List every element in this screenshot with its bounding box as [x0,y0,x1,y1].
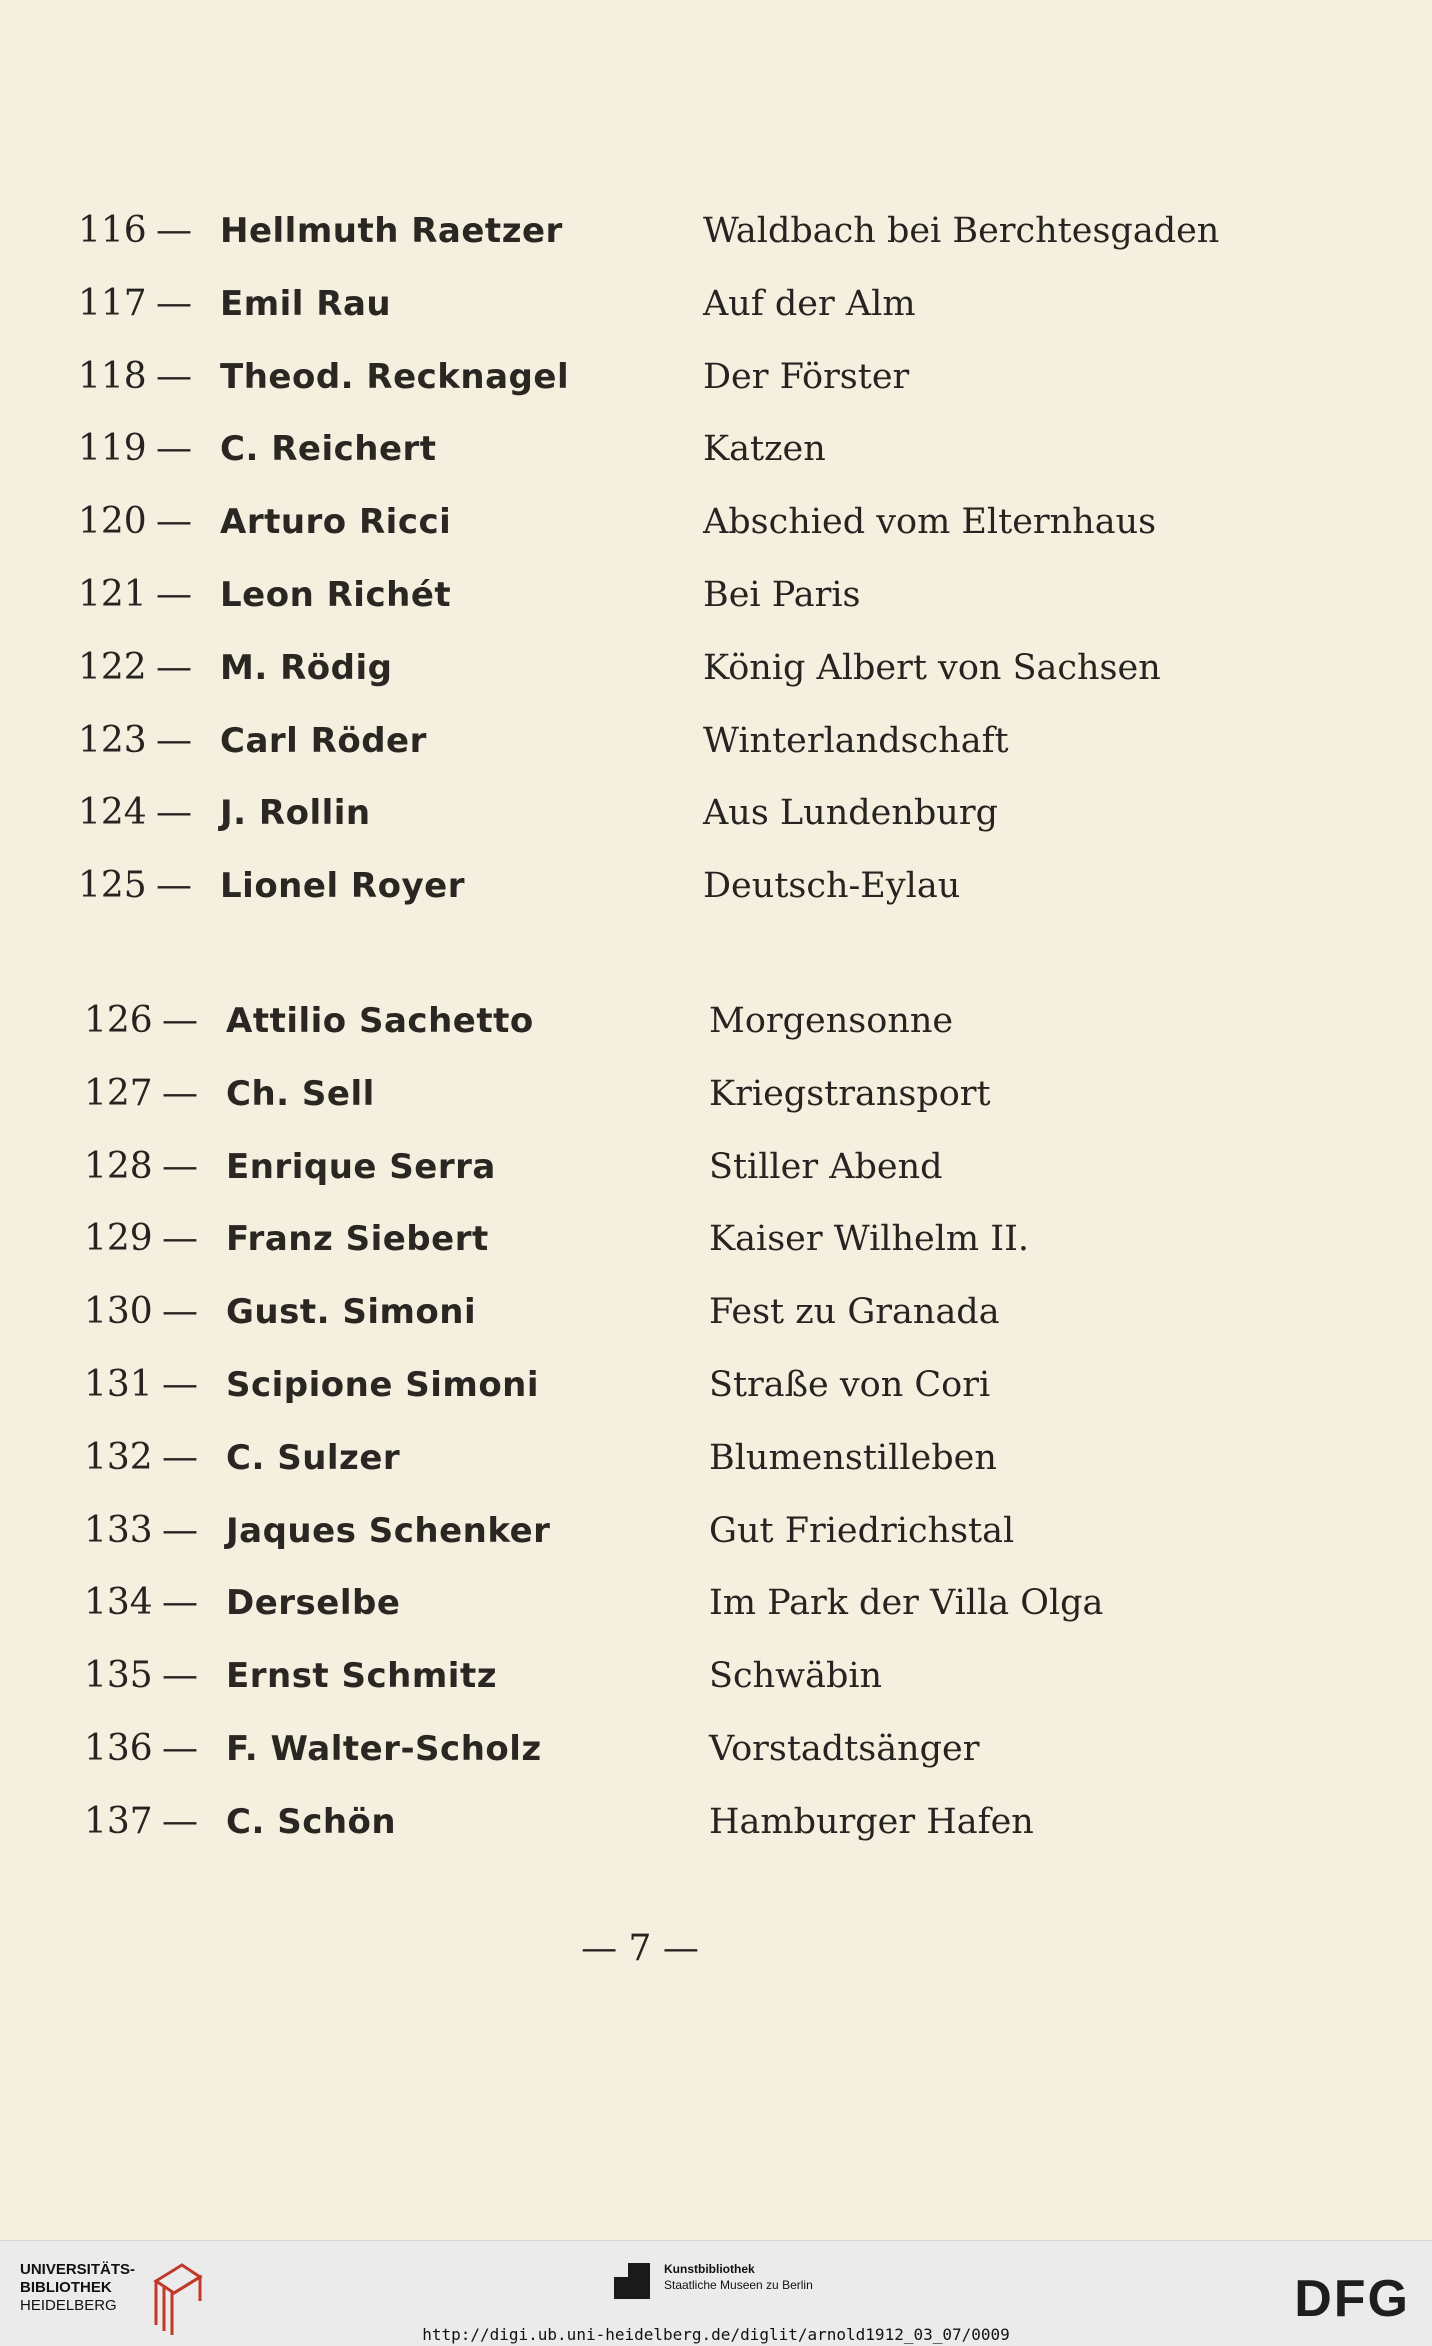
entry-artist: Derselbe [226,1583,401,1624]
ub-line-1: UNIVERSITÄTS- [20,2261,136,2278]
entry-title: Deutsch-Eylau [703,866,961,907]
entry-number: 124 [78,792,147,834]
catalog-entry [84,1360,1184,1410]
ub-line-2: BIBLIOTHEK [20,2279,112,2296]
catalog-entry [84,996,1184,1046]
entry-title: Fest zu Granada [709,1292,1000,1333]
entry-number: 132 [84,1436,153,1478]
entry-dash: — [156,646,192,688]
catalog-entry [78,497,1178,547]
entry-title: Abschied vom Elternhaus [703,502,1157,543]
entry-dash: — [162,1072,198,1114]
entry-title: Auf der Alm [703,283,916,324]
entry-dash: — [162,1800,198,1842]
entry-artist: Emil Rau [220,283,392,324]
entry-dash: — [156,865,192,907]
catalog-entry [84,1433,1184,1483]
entry-dash: — [156,210,192,251]
entry-number: 131 [84,1364,153,1405]
entry-title: Aus Lundenburg [703,793,998,834]
catalog-entry [78,643,1178,693]
entry-artist: Franz Siebert [226,1219,489,1260]
catalog-entry [84,1797,1184,1847]
entry-number: 133 [84,1509,153,1551]
entry-artist: Carl Röder [220,720,427,761]
entry-number: 117 [78,282,147,324]
entry-dash: — [162,1218,198,1260]
entry-number: 128 [84,1145,153,1187]
entry-dash: — [162,1436,198,1478]
entry-artist: Ch. Sell [226,1073,375,1114]
entry-artist: C. Reichert [220,429,437,470]
ub-line-3: HEIDELBERG [20,2297,117,2314]
catalog-entry [84,1724,1184,1774]
entry-number: 125 [78,865,147,907]
entry-number: 121 [78,574,147,615]
catalog-entry [78,206,1220,256]
kb-line-2: Staatliche Museen zu Berlin [664,2278,813,2292]
catalog-entry [78,424,1178,474]
entry-title: Schwäbin [709,1656,883,1697]
entry-artist: Scipione Simoni [226,1365,540,1405]
entry-number: 116 [78,210,147,251]
entry-title: Hamburger Hafen [709,1801,1034,1842]
catalog-entry [78,352,1178,402]
entry-dash: — [162,1655,198,1697]
entry-title: Gut Friedrichstal [709,1510,1015,1551]
entry-title: Stiller Abend [709,1146,943,1187]
catalog-entry [84,1506,1184,1556]
entry-dash: — [156,792,192,834]
entry-artist: M. Rödig [220,647,393,688]
entry-artist: F. Walter-Scholz [226,1729,542,1769]
entry-dash: — [162,1364,198,1405]
catalog-entry [84,1287,1184,1337]
entry-artist: Ernst Schmitz [226,1656,497,1697]
entry-title: Bei Paris [703,575,861,615]
entry-title: Im Park der Villa Olga [709,1583,1104,1624]
entry-artist: C. Schön [226,1801,397,1842]
entry-dash: — [162,1509,198,1551]
catalog-entry [84,1651,1184,1701]
entry-title: Blumenstilleben [709,1437,997,1478]
entry-number: 126 [84,1000,153,1041]
entry-title: Katzen [703,429,826,470]
entry-dash: — [156,719,192,761]
entry-dash: — [156,428,192,470]
catalog-entry [84,1214,1184,1264]
entry-number: 137 [84,1800,153,1842]
entry-artist: Arturo Ricci [220,502,452,543]
entry-artist: Hellmuth Raetzer [220,211,563,251]
entry-number: 127 [84,1072,153,1114]
entry-number: 119 [78,428,147,470]
entry-dash: — [162,1000,198,1041]
entry-dash: — [162,1582,198,1624]
entry-dash: — [162,1291,198,1333]
entry-artist: Attilio Sachetto [226,1001,534,1041]
entry-number: 123 [78,719,147,761]
permalink[interactable]: http://digi.ub.uni-heidelberg.de/diglit/arnold1912_03_07/0009 [422,2325,1010,2344]
catalog-entry [84,1069,1184,1119]
entry-artist: Jaques Schenker [226,1510,551,1551]
entry-title: Morgensonne [709,1001,954,1041]
entry-artist: C. Sulzer [226,1437,401,1478]
entry-title: Waldbach bei Berchtesgaden [703,211,1220,251]
entry-title: König Albert von Sachsen [703,647,1161,688]
catalog-entry [84,1578,1184,1628]
entry-artist: Gust. Simoni [226,1292,477,1333]
entry-dash: — [156,355,192,397]
footer-bar [0,2240,1432,2346]
entry-title: Straße von Cori [709,1365,991,1405]
catalog-entry [78,570,1178,620]
entry-number: 130 [84,1291,153,1333]
catalog-entry [78,716,1178,766]
entry-dash: — [156,501,192,543]
entry-number: 135 [84,1655,153,1697]
entry-artist: Lionel Royer [220,866,465,907]
entry-dash: — [162,1145,198,1187]
page-number: — 7 — [581,1928,699,1969]
entry-number: 120 [78,501,147,543]
entry-title: Der Förster [703,356,910,397]
entry-artist: Leon Richét [220,575,452,615]
entry-dash: — [162,1728,198,1769]
dfg-logo[interactable]: DFG [1294,2270,1410,2328]
entry-dash: — [156,574,192,615]
entry-title: Vorstadtsänger [709,1729,980,1769]
entry-artist: Theod. Recknagel [220,356,570,397]
entry-dash: — [156,282,192,324]
entry-number: 129 [84,1218,153,1260]
entry-number: 122 [78,646,147,688]
entry-artist: Enrique Serra [226,1146,496,1187]
entry-artist: J. Rollin [220,793,371,834]
catalog-entry [78,788,1178,838]
kunstbibliothek-icon [610,2259,654,2303]
catalog-entry [78,279,1178,329]
catalog-entry [78,861,1178,911]
entry-title: Kriegstransport [709,1073,991,1114]
entry-number: 118 [78,355,147,397]
entry-number: 134 [84,1582,153,1624]
kb-line-1: Kunstbibliothek [664,2262,755,2276]
catalog-entry [84,1142,1184,1192]
entry-number: 136 [84,1728,153,1769]
entry-title: Winterlandschaft [703,720,1009,761]
entry-title: Kaiser Wilhelm II. [709,1219,1030,1260]
